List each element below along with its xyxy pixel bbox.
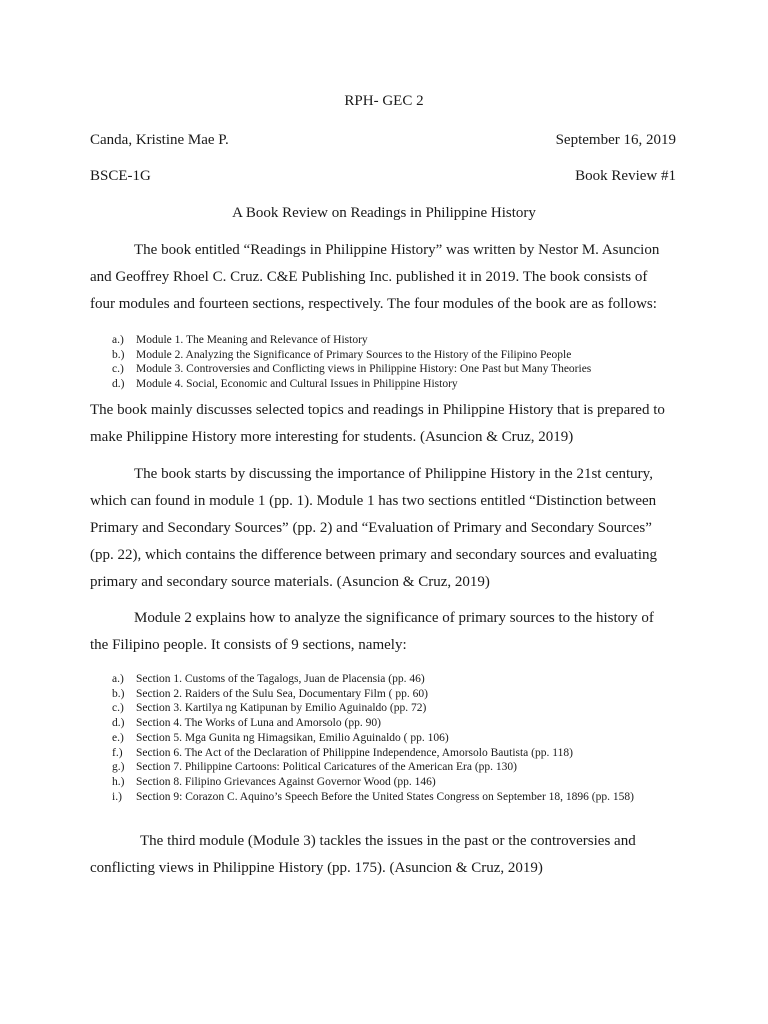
modules-list bbox=[90, 333, 668, 392]
sections-list bbox=[90, 672, 668, 804]
list-marker: b.) bbox=[112, 348, 125, 361]
list-text: Section 6. The Act of the Declaration of Philippine Independence, Amorsolo Bautista (pp. 118) bbox=[136, 746, 573, 759]
list-marker: i.) bbox=[112, 790, 122, 803]
list-text: Section 8. Filipino Grievances Against Governor Wood (pp. 146) bbox=[136, 775, 436, 788]
review-date: September 16, 2019 bbox=[555, 132, 676, 148]
list-marker: e.) bbox=[112, 731, 124, 744]
paragraph-module-2: Module 2 explains how to analyze the significance of primary sources to the history of the Filipino people. It consists of 9 sections, namely: bbox=[90, 610, 654, 653]
list-item bbox=[90, 760, 668, 775]
list-text: Section 9: Corazon C. Aquino’s Speech Before the United States Congress on September 18, 1896 (pp. 158) bbox=[136, 790, 634, 803]
header-row-1 bbox=[90, 132, 676, 149]
list-marker: c.) bbox=[112, 702, 124, 715]
list-marker: d.) bbox=[112, 378, 125, 391]
list-item bbox=[90, 731, 668, 746]
list-item bbox=[90, 362, 668, 377]
list-marker: h.) bbox=[112, 775, 125, 788]
course-code: RPH- GEC 2 bbox=[344, 93, 424, 109]
paragraph-summary: The book mainly discusses selected topics and readings in Philippine History that is prepared to make Philippine History more interesting for students. (Asuncion & Cruz, 2019) bbox=[90, 402, 665, 445]
list-item bbox=[90, 746, 668, 761]
review-title: A Book Review on Readings in Philippine History bbox=[232, 205, 536, 221]
list-text: Section 1. Customs of the Tagalogs, Juan de Placensia (pp. 46) bbox=[136, 673, 425, 685]
list-item bbox=[90, 348, 668, 363]
list-marker: b.) bbox=[112, 687, 125, 700]
list-item bbox=[90, 377, 668, 392]
header-row-2 bbox=[90, 168, 676, 185]
list-marker: f.) bbox=[112, 746, 123, 759]
paragraph-module-3: The third module (Module 3) tackles the issues in the past or the controversies and conflicting views in Philippine History (pp. 175). (Asuncion & Cruz, 2019) bbox=[90, 833, 636, 876]
list-marker: a.) bbox=[112, 673, 124, 685]
list-marker: c.) bbox=[112, 363, 124, 376]
list-text: Section 5. Mga Gunita ng Himagsikan, Emilio Aguinaldo ( pp. 106) bbox=[136, 731, 449, 744]
list-text: Section 7. Philippine Cartoons: Political Caricatures of the American Era (pp. 130) bbox=[136, 761, 518, 774]
list-text: Module 4. Social, Economic and Cultural Issues in Philippine History bbox=[136, 378, 458, 391]
list-item bbox=[90, 790, 668, 805]
list-text: Module 3. Controversies and Conflicting views in Philippine History: One Past but Many Theories bbox=[136, 363, 592, 376]
list-marker: a.) bbox=[112, 334, 124, 346]
list-item bbox=[90, 775, 668, 790]
list-item bbox=[90, 701, 668, 716]
list-text: Section 2. Raiders of the Sulu Sea, Documentary Film ( pp. 60) bbox=[136, 687, 428, 700]
list-item bbox=[90, 687, 668, 702]
list-item bbox=[90, 716, 668, 731]
review-number: Book Review #1 bbox=[575, 168, 676, 184]
list-item bbox=[90, 672, 668, 687]
paragraph-intro: The book entitled “Readings in Philippine History” was written by Nestor M. Asuncion and Geoffrey Rhoel C. Cruz. C&E Publishing Inc. published it in 2019. The book consists of four modules and fourteen sections, respectively. The four modules of the book are as follows: bbox=[90, 242, 660, 312]
paragraph-module-1: The book starts by discussing the importance of Philippine History in the 21st century, which can found in module 1 (pp. 1). Module 1 has two sections entitled “Distinction between Primary and Secondary Sources” (pp. 2) and “Evaluation of Primary and Secondary Sources” (pp. 22), which contains the difference between primary and secondary sources and evaluating primary and secondary source materials. (Asuncion & Cruz, 2019) bbox=[90, 466, 658, 590]
list-marker: d.) bbox=[112, 717, 125, 730]
student-section: BSCE-1G bbox=[90, 168, 151, 184]
list-text: Module 2. Analyzing the Significance of Primary Sources to the History of the Filipino People bbox=[136, 348, 572, 361]
list-marker: g.) bbox=[112, 761, 125, 774]
list-text: Module 1. The Meaning and Relevance of History bbox=[136, 334, 368, 346]
list-item bbox=[90, 333, 668, 348]
list-text: Section 3. Kartilya ng Katipunan by Emilio Aguinaldo (pp. 72) bbox=[136, 702, 427, 715]
student-name: Canda, Kristine Mae P. bbox=[90, 132, 229, 148]
list-text: Section 4. The Works of Luna and Amorsolo (pp. 90) bbox=[136, 717, 381, 730]
